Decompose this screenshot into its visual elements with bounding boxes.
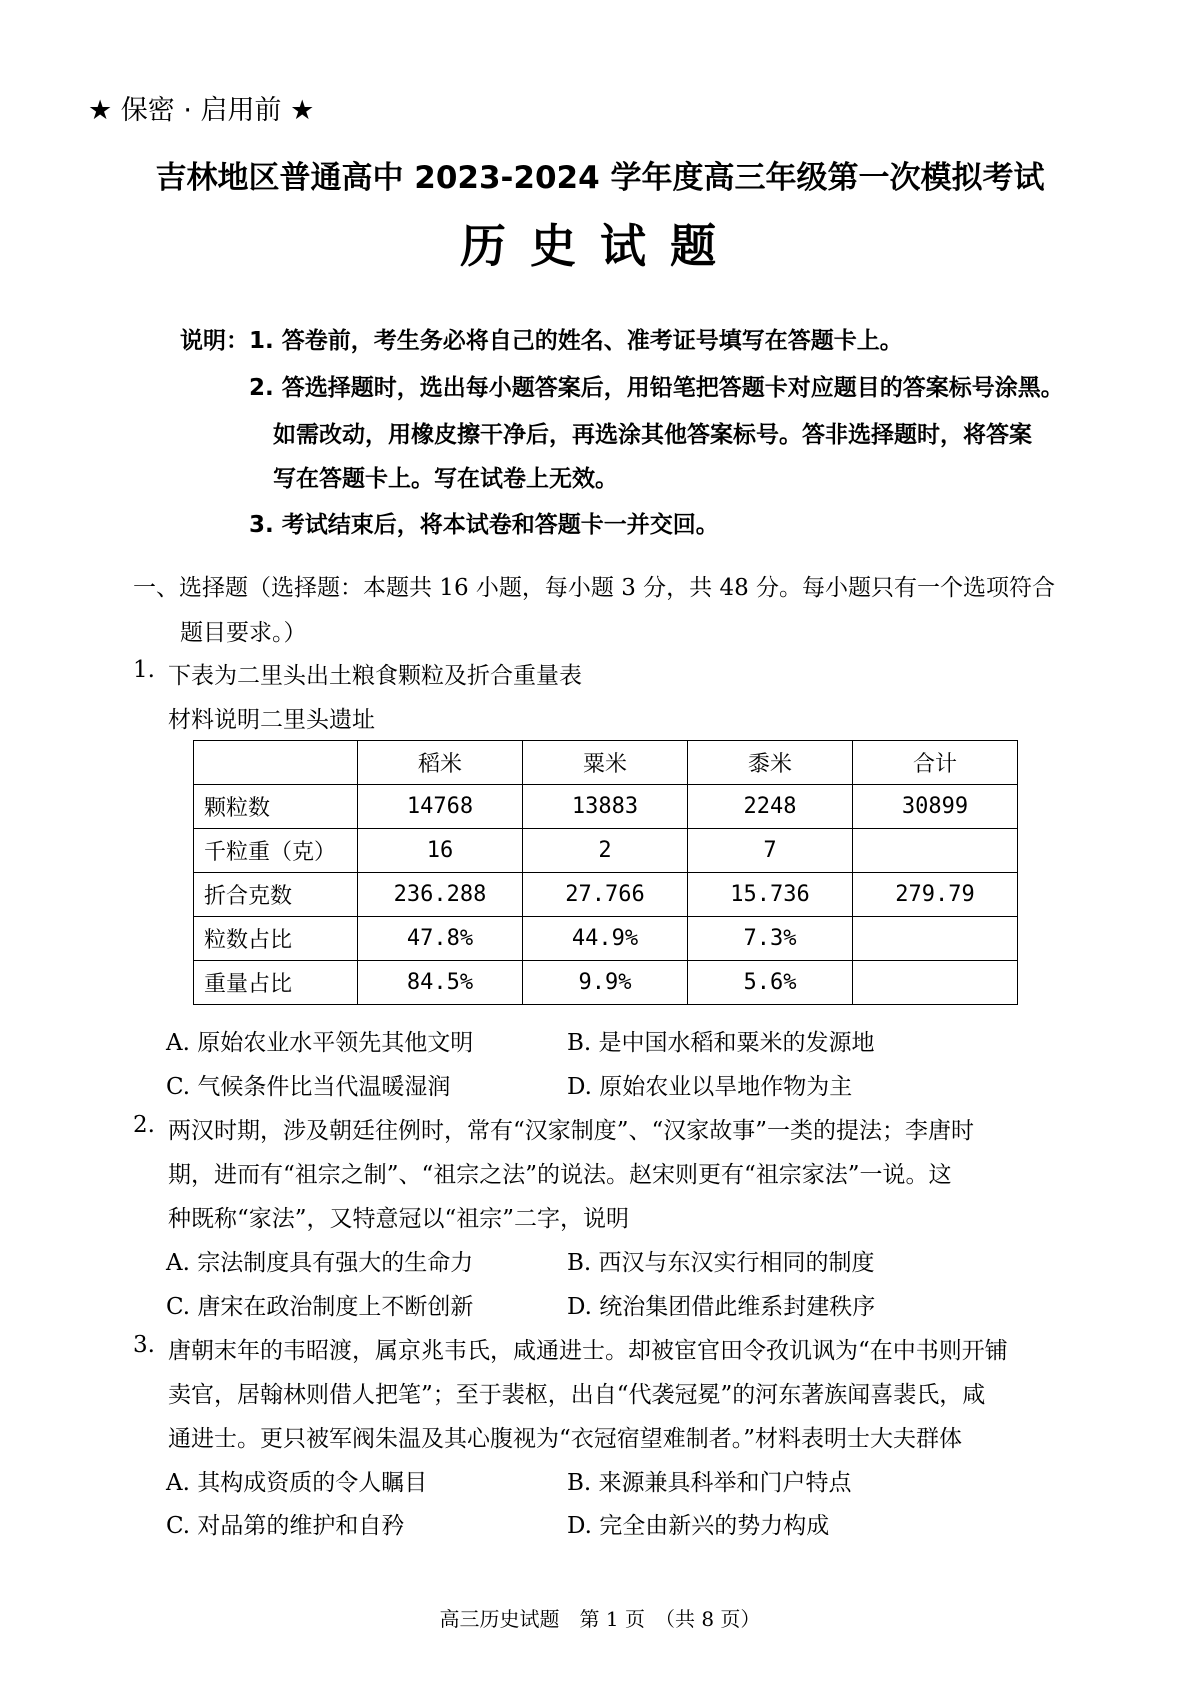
table-cell xyxy=(853,829,1018,873)
table-header-cell xyxy=(194,741,358,785)
table-cell: 47.8% xyxy=(358,917,523,961)
table-cell: 236.288 xyxy=(358,873,523,917)
instructions-prefix: 说明： xyxy=(180,328,249,354)
table-row xyxy=(194,961,1018,1005)
table-cell: 44.9% xyxy=(523,917,688,961)
instruction-line: 写在答题卡上。写在试卷上无效。 xyxy=(273,466,618,492)
instruction-line: 如需改动，用橡皮擦干净后，再选涂其他答案标号。答非选择题时，将答案 xyxy=(273,422,1032,448)
row-label: 折合克数 xyxy=(194,873,358,917)
table-row xyxy=(194,873,1018,917)
question-stem: 期，进而有“祖宗之制”、“祖宗之法”的说法。赵宋则更有“祖宗家法”一说。这 xyxy=(168,1162,952,1188)
table-header-cell: 黍米 xyxy=(688,741,853,785)
table-cell xyxy=(853,917,1018,961)
option-d: D. 完全由新兴的势力构成 xyxy=(567,1513,830,1539)
section-heading-cont: 题目要求。） xyxy=(180,620,307,646)
question-number: 1. xyxy=(133,657,155,683)
question-stem: 唐朝末年的韦昭渡，属京兆韦氏，咸通进士。却被宦官田令孜讥讽为“在中书则开铺 xyxy=(168,1338,1008,1364)
table-row xyxy=(194,829,1018,873)
table-cell: 30899 xyxy=(853,785,1018,829)
page-footer: 高三历史试题 第 1 页 （共 8 页） xyxy=(439,1607,761,1631)
instruction-line: 2. 答选择题时，选出每小题答案后，用铅笔把答题卡对应题目的答案标号涂黑。 xyxy=(249,375,1064,401)
table-cell: 7 xyxy=(688,829,853,873)
question-number: 3. xyxy=(133,1332,155,1358)
question-stem: 材料说明二里头遗址 xyxy=(168,707,375,733)
table-cell: 7.3% xyxy=(688,917,853,961)
table-cell: 2 xyxy=(523,829,688,873)
row-label: 颗粒数 xyxy=(194,785,358,829)
table-header-cell: 合计 xyxy=(853,741,1018,785)
grain-table xyxy=(193,740,1018,1005)
option-b: B. 来源兼具科举和门户特点 xyxy=(567,1470,852,1496)
table-cell: 84.5% xyxy=(358,961,523,1005)
table-cell: 27.766 xyxy=(523,873,688,917)
row-label: 千粒重（克） xyxy=(194,829,358,873)
row-label: 重量占比 xyxy=(194,961,358,1005)
option-b: B. 是中国水稻和粟米的发源地 xyxy=(567,1030,875,1056)
table-header-row xyxy=(194,741,1018,785)
table-row xyxy=(194,917,1018,961)
table-cell: 13883 xyxy=(523,785,688,829)
table-header-cell: 稻米 xyxy=(358,741,523,785)
question-number: 2. xyxy=(133,1112,155,1138)
option-a: A. 其构成资质的令人瞩目 xyxy=(166,1470,428,1496)
table-header-cell: 粟米 xyxy=(523,741,688,785)
question-stem: 通进士。更只被军阀朱温及其心腹视为“衣冠宿望难制者。”材料表明士大夫群体 xyxy=(168,1426,963,1452)
table-cell: 2248 xyxy=(688,785,853,829)
table-cell: 15.736 xyxy=(688,873,853,917)
question-stem: 卖官，居翰林则借人把笔”；至于裴枢，出自“代袭冠冕”的河东著族闻喜裴氏，咸 xyxy=(168,1382,986,1408)
option-c: C. 对品第的维护和自矜 xyxy=(166,1513,405,1539)
option-a: A. 原始农业水平领先其他文明 xyxy=(166,1030,474,1056)
section-heading: 一、选择题（选择题：本题共 16 小题，每小题 3 分，共 48 分。每小题只有一个选项符合 xyxy=(133,575,1056,601)
question-stem: 两汉时期，涉及朝廷往例时，常有“汉家制度”、“汉家故事”一类的提法；李唐时 xyxy=(168,1118,975,1144)
option-a: A. 宗法制度具有强大的生命力 xyxy=(166,1250,474,1276)
row-label: 粒数占比 xyxy=(194,917,358,961)
option-b: B. 西汉与东汉实行相同的制度 xyxy=(567,1250,875,1276)
instruction-line: 1. 答卷前，考生务必将自己的姓名、准考证号填写在答题卡上。 xyxy=(249,328,903,354)
instruction-line: 3. 考试结束后，将本试卷和答题卡一并交回。 xyxy=(249,512,719,538)
table-row xyxy=(194,785,1018,829)
confidential-label: ★ 保密 · 启用前 ★ xyxy=(88,95,315,126)
option-c: C. 唐宋在政治制度上不断创新 xyxy=(166,1294,474,1320)
table-cell: 16 xyxy=(358,829,523,873)
question-stem: 下表为二里头出土粮食颗粒及折合重量表 xyxy=(168,663,582,689)
option-c: C. 气候条件比当代温暖湿润 xyxy=(166,1074,451,1100)
table-cell: 279.79 xyxy=(853,873,1018,917)
exam-title: 吉林地区普通高中 2023-2024 学年度高三年级第一次模拟考试 xyxy=(155,160,1045,196)
option-d: D. 统治集团借此维系封建秩序 xyxy=(567,1294,876,1320)
subject-title: 历史试题 xyxy=(460,219,740,273)
option-d: D. 原始农业以旱地作物为主 xyxy=(567,1074,853,1100)
table-cell: 14768 xyxy=(358,785,523,829)
question-stem: 种既称“家法”，又特意冠以“祖宗”二字，说明 xyxy=(168,1206,630,1232)
table-cell xyxy=(853,961,1018,1005)
table-cell: 5.6% xyxy=(688,961,853,1005)
table-cell: 9.9% xyxy=(523,961,688,1005)
